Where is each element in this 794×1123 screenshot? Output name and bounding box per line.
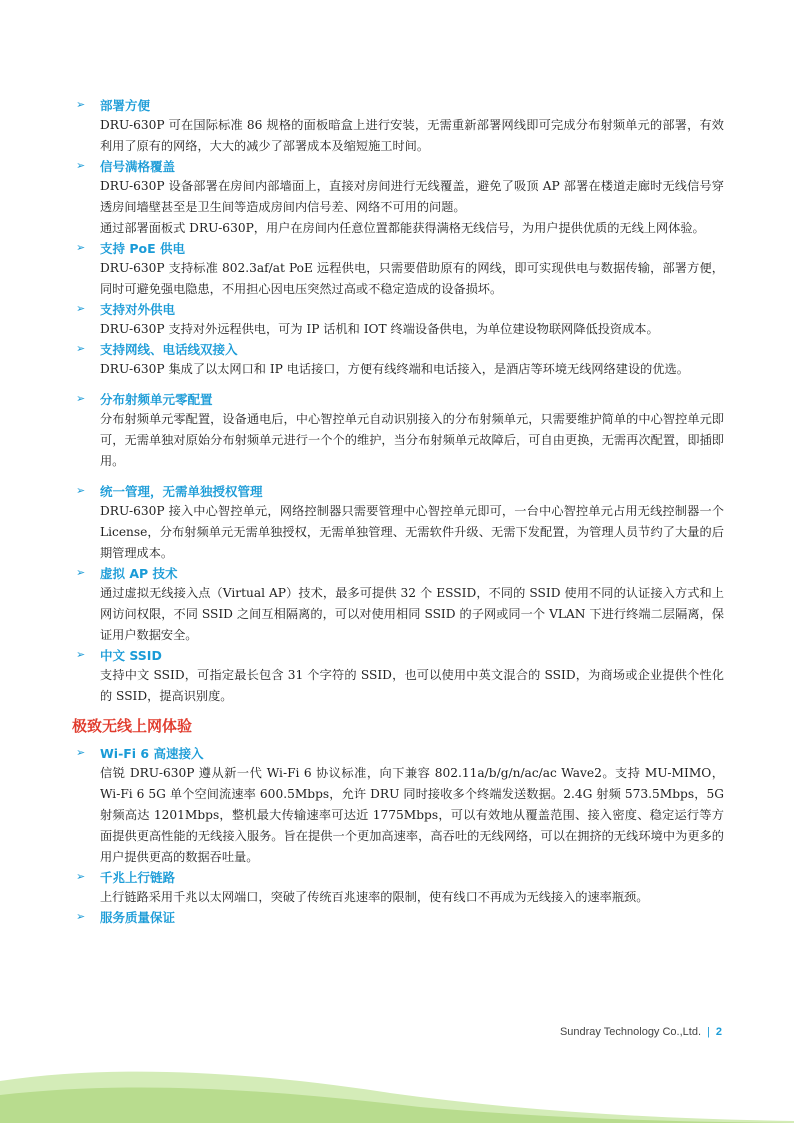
feature-description: 上行链路采用千兆以太网端口，突破了传统百兆速率的限制，使有线口不再成为无线接入的速率瓶颈。 [100, 890, 649, 904]
arrow-bullet-icon: ➢ [76, 98, 86, 111]
footer-separator: | [707, 1026, 710, 1038]
feature-description: DRU-630P 集成了以太网口和 IP 电话接口，方便有线终端和电话接入，是酒店等环境无线网络建设的优选。 [100, 362, 689, 376]
feature-item [76, 646, 724, 707]
section-heading: 极致无线上网体验 [72, 717, 193, 735]
feature-description: 支持中文 SSID，可指定最长包含 31 个字符的 SSID，也可以使用中英文混合的 SSID，为商场或企业提供个性化的 SSID，提高识别度。 [100, 668, 724, 703]
decorative-wave [0, 1033, 794, 1123]
arrow-bullet-icon: ➢ [76, 566, 86, 579]
arrow-bullet-icon: ➢ [76, 392, 86, 405]
page-number: 2 [715, 1026, 722, 1038]
feature-description: 信锐 DRU-630P 遵从新一代 Wi-Fi 6 协议标准，向下兼容 802.11a/b/g/n/ac/ac Wave2。支持 MU-MIMO，Wi-Fi 6 5G 单个空间流速率 600.5Mbps，允许 DRU 同时接收多个终端发送数据。2.4G 射频 573.5Mbps，5G 射频高达 1201Mbps，整机最大传输速率可达近 1775Mbps，可以有效地从覆盖范围、接入密度、稳定运行等方面提供更高性能的无线接入服务。旨在提供一个更加高速率，高吞吐的无线网络，可以在拥挤的无线环境中为更多的用户提供更高的数据吞吐量。 [100, 766, 724, 864]
arrow-bullet-icon: ➢ [76, 910, 86, 923]
document-body [72, 96, 724, 927]
feature-item [76, 300, 724, 340]
feature-title: 分布射频单元零配置 [100, 392, 213, 407]
arrow-bullet-icon: ➢ [76, 159, 86, 172]
feature-title: 虚拟 AP 技术 [100, 566, 178, 581]
arrow-bullet-icon: ➢ [76, 746, 86, 759]
feature-list [76, 96, 724, 707]
arrow-bullet-icon: ➢ [76, 302, 86, 315]
feature-title: 信号满格覆盖 [100, 159, 176, 174]
feature-item [76, 908, 724, 927]
feature-item [76, 564, 724, 646]
feature-item [76, 744, 724, 868]
company-name: Sundray Technology Co.,Ltd. [559, 1026, 702, 1038]
feature-item [76, 482, 724, 564]
feature-title: 支持对外供电 [100, 302, 176, 317]
feature-item [76, 868, 724, 908]
feature-description: 通过虚拟无线接入点（Virtual AP）技术，最多可提供 32 个 ESSID，不同的 SSID 使用不同的认证接入方式和上网访问权限，不同 SSID 之间互相隔离的，可以对使用相同 SSID 的子网或同一个 VLAN 下进行终端二层隔离，保证用户数据安全。 [100, 586, 724, 642]
feature-description: 分布射频单元零配置，设备通电后，中心智控单元自动识别接入的分布射频单元，只需要维护简单的中心智控单元即可，无需单独对原始分布射频单元进行一个个的维护，当分布射频单元故障后，可自由更换，无需再次配置，即插即用。 [100, 412, 724, 468]
feature-description: DRU-630P 设备部署在房间内部墙面上，直接对房间进行无线覆盖，避免了吸顶 AP 部署在楼道走廊时无线信号穿透房间墙壁甚至是卫生间等造成房间内信号差、网络不可用的问题。 [100, 179, 724, 214]
arrow-bullet-icon: ➢ [76, 241, 86, 254]
feature-item [76, 239, 724, 300]
feature-title: 中文 SSID [100, 648, 162, 663]
feature-title: 支持 PoE 供电 [100, 241, 185, 256]
arrow-bullet-icon: ➢ [76, 870, 86, 883]
feature-title: 千兆上行链路 [100, 870, 176, 885]
feature-item [76, 390, 724, 472]
feature-item [76, 157, 724, 239]
arrow-bullet-icon: ➢ [76, 484, 86, 497]
feature-title: 部署方便 [100, 98, 151, 113]
feature-list-experience [76, 744, 724, 927]
arrow-bullet-icon: ➢ [76, 342, 86, 355]
feature-title: 统一管理，无需单独授权管理 [100, 484, 263, 499]
feature-description: 通过部署面板式 DRU-630P，用户在房间内任意位置都能获得满格无线信号，为用户提供优质的无线上网体验。 [100, 221, 705, 235]
feature-description: DRU-630P 可在国际标准 86 规格的面板暗盒上进行安装，无需重新部署网线即可完成分布射频单元的部署，有效利用了原有的网络，大大的减少了部署成本及缩短施工时间。 [100, 118, 724, 153]
feature-description: DRU-630P 支持对外远程供电，可为 IP 话机和 IOT 终端设备供电，为单位建设物联网降低投资成本。 [100, 322, 659, 336]
feature-title: 支持网线、电话线双接入 [100, 342, 238, 357]
feature-description: DRU-630P 接入中心智控单元，网络控制器只需要管理中心智控单元即可，一台中心智控单元占用无线控制器一个 License，分布射频单元无需单独授权，无需单独管理、无需软件升级、无需下发配置，为管理人员节约了大量的后期管理成本。 [100, 504, 724, 560]
feature-description: DRU-630P 支持标准 802.3af/at PoE 远程供电，只需要借助原有的网线，即可实现供电与数据传输，部署方便，同时可避免强电隐患，不用担心因电压突然过高或不稳定造成的设备损坏。 [100, 261, 724, 296]
feature-title: Wi-Fi 6 高速接入 [100, 746, 204, 761]
feature-title: 服务质量保证 [100, 910, 176, 925]
arrow-bullet-icon: ➢ [76, 648, 86, 661]
feature-item [76, 96, 724, 157]
feature-item [76, 340, 724, 380]
